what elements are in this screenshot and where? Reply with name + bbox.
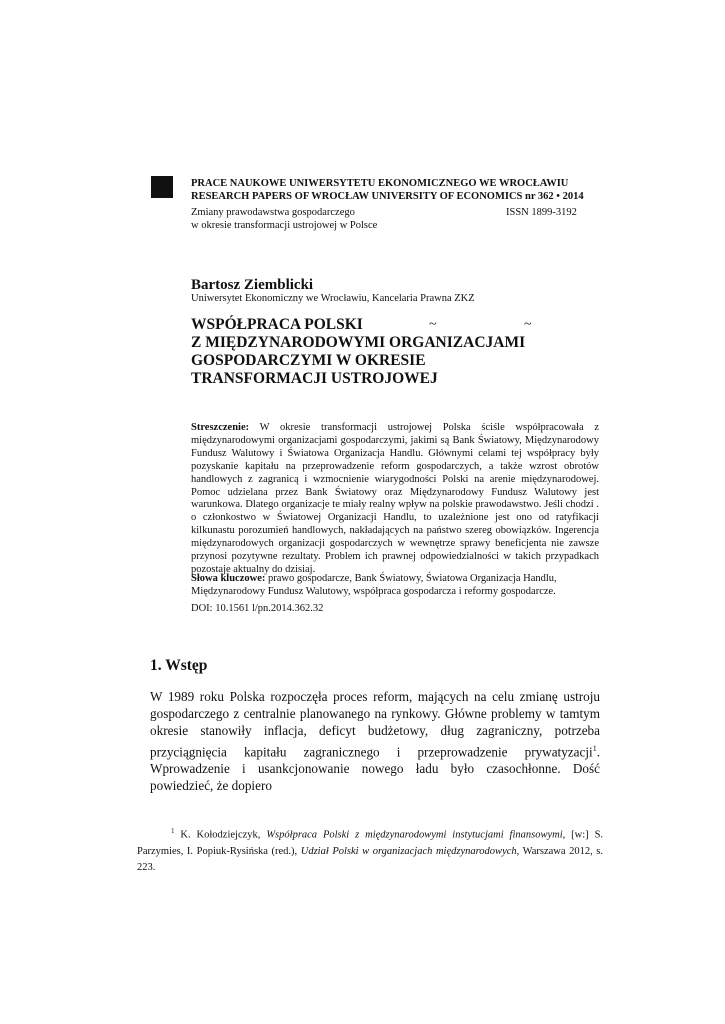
body-text-part2: . Wprowadzenie i usankcjonowanie nowego ładu było czasochłonne. Dość powiedzieć, że dopiero — [150, 744, 600, 794]
title-line2: Z MIĘDZYNARODOWYMI ORGANIZACJAMI — [191, 334, 526, 351]
abstract — [191, 422, 599, 577]
section-heading: 1. Wstęp — [150, 657, 208, 674]
footnote-in: , [w:] — [562, 829, 589, 841]
section-body — [150, 688, 600, 795]
journal-title-pl: PRACE NAUKOWE UNIWERSYTETU EKONOMICZNEGO WE WROCŁAWIU — [191, 178, 569, 189]
footnote-work1: Współpraca Polski z międzynarodowymi instytucjami finansowymi — [266, 829, 563, 841]
keywords-label: Słowa kluczowe: — [191, 573, 266, 584]
volume-title-line2: w okresie transformacji ustrojowej w Polsce — [191, 219, 378, 231]
footnote-editors: S. Parzymies, I. Popiuk-Rysińska (red.), — [137, 829, 604, 857]
journal-logo-block — [151, 176, 173, 198]
tilde-mark-2: ~ — [524, 317, 532, 332]
footnote-mark: 1 — [171, 827, 175, 835]
keywords-text: prawo gospodarcze, Bank Światowy, Światowa Organizacja Handlu, Międzynarodowy Fundusz Walutowy, współpraca gospodarcza i reformy gospodarcze. — [191, 573, 557, 597]
footnote-rest: , Warszawa 2012, s. 223. — [137, 845, 603, 873]
footnote-author1: K. Kołodziejczyk, — [180, 829, 261, 841]
title-line4: TRANSFORMACJI USTROJOWEJ — [191, 370, 438, 387]
title-line3: GOSPODARCZYMI W OKRESIE — [191, 352, 426, 369]
author-affiliation: Uniwersytet Ekonomiczny we Wrocławiu, Kancelaria Prawna ZKZ — [191, 293, 475, 304]
volume-title — [191, 207, 521, 232]
title-line1: WSPÓŁPRACA POLSKI — [191, 316, 363, 333]
journal-header — [191, 177, 584, 203]
footnote-work2: Udział Polski w organizacjach międzynarodowych — [300, 845, 517, 857]
keywords — [191, 573, 599, 599]
tilde-mark-1: ~ — [429, 317, 437, 332]
journal-title-en: RESEARCH PAPERS OF WROCŁAW UNIVERSITY OF ECONOMICS nr 362 • 2014 — [191, 191, 584, 202]
volume-title-line1: Zmiany prawodawstwa gospodarczego — [191, 207, 355, 218]
footnote — [137, 823, 603, 876]
body-text-part1: W 1989 roku Polska rozpoczęła proces reform, mających na celu zmianę ustroju gospodarczego z centralnie planowanego na rynkowy. Główne problemy w tamtym okresie stanowiły inflacja, deficyt budżetowy, dług zagraniczny, potrzeba przyciągnięcia kapitału zagranicznego i przeprowadzenie prywatyzacji — [150, 689, 600, 759]
abstract-label: Streszczenie: — [191, 422, 250, 433]
footnote-ref[interactable]: 1 — [592, 743, 597, 753]
abstract-text: W okresie transformacji ustrojowej Polska ściśle współpracowała z międzynarodowymi organizacjami gospodarczymi, jakimi są Bank Światowy, Międzynarodowy Fundusz Walutowy i Światowa Organizacja Handlu. Głównymi celami tej współpracy były pozyskanie kapitału na przeprowadzenie reform gospodarczych, a także wzrost obrotów handlowych z zagranicą i wzmocnienie wiarygodności Polski na arenie międzynarodowej. Pomoc udzielana przez Bank Światowy oraz Międzynarodowy Fundusz Walutowy jest warunkowa. Dlatego organizacje te miały realny wpływ na polskie prawodawstwo. Jeśli chodzi . o członkostwo w Światowej Organizacji Handlu, to uzależnione jest ono od ratyfikacji kilkunastu porozumień handlowych, nakładających na państwo szereg obowiązków. Ingerencja międzynarodowych organizacji gospodarczych w wewnętrze sprawy beneficjenta nie zawsze przynosi pozytywne rezultaty. Problem ich prawnej odpowiedzialności w takich przypadkach pozostaje aktualny do dzisiaj. — [191, 422, 599, 575]
paper-title — [191, 316, 551, 388]
author-name: Bartosz Ziemblicki — [191, 277, 314, 293]
issn: ISSN 1899-3192 — [506, 207, 577, 218]
doi: DOI: 10.1561 l/pn.2014.362.32 — [191, 603, 324, 614]
